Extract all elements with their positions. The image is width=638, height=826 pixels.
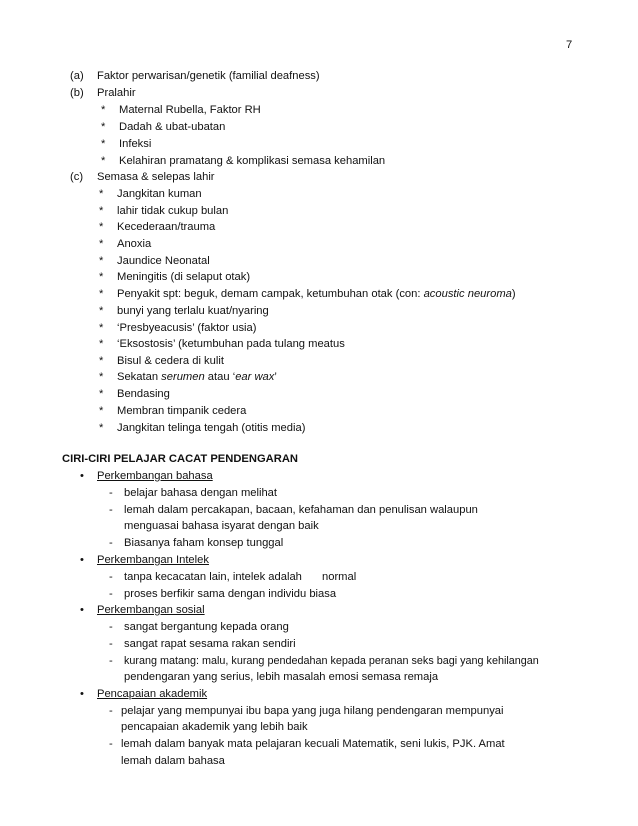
list-item: kurang matang: malu, kurang pendedahan kepada peranan seks bagi yang kehilangan <box>124 655 539 667</box>
list-item: Infeksi <box>119 138 152 150</box>
list-item: lemah dalam percakapan, bacaan, kefahaman dan penulisan walaupun <box>124 504 478 516</box>
star-bullet: * <box>99 288 104 300</box>
cause-a-text: Faktor perwarisan/genetik (familial deafness) <box>97 70 320 82</box>
star-bullet: * <box>101 121 106 133</box>
list-item: sangat bergantung kepada orang <box>124 621 289 633</box>
dash-bullet: - <box>109 571 113 583</box>
dash-bullet: - <box>109 537 113 549</box>
dash-bullet: - <box>109 487 113 499</box>
marker-a: (a) <box>70 70 84 82</box>
subsection-title: Perkembangan bahasa <box>97 470 213 482</box>
dash-bullet: - <box>109 705 113 717</box>
list-item: ‘Presbyeacusis’ (faktor usia) <box>117 322 257 334</box>
list-item: tanpa kecacatan lain, intelek adalah <box>124 571 302 583</box>
star-bullet: * <box>101 155 106 167</box>
list-item: Maternal Rubella, Faktor RH <box>119 104 261 116</box>
item-text-italic: acoustic neuroma <box>423 288 512 300</box>
item-text: ’ <box>274 371 277 383</box>
list-item-continuation: pencapaian akademik yang lebih baik <box>121 721 308 733</box>
list-item: ‘Eksostosis’ (ketumbuhan pada tulang meatus <box>117 338 345 350</box>
list-item: bunyi yang terlalu kuat/nyaring <box>117 305 269 317</box>
dash-bullet: - <box>109 621 113 633</box>
star-bullet: * <box>101 104 106 116</box>
cause-b-text: Pralahir <box>97 87 136 99</box>
dot-bullet: • <box>80 688 84 700</box>
star-bullet: * <box>101 138 106 150</box>
star-bullet: * <box>99 338 104 350</box>
dot-bullet: • <box>80 470 84 482</box>
marker-c: (c) <box>70 171 84 183</box>
star-bullet: * <box>99 238 104 250</box>
item-text: Sekatan <box>117 371 162 383</box>
star-bullet: * <box>99 305 104 317</box>
list-item: proses berfikir sama dengan individu biasa <box>124 588 337 600</box>
star-bullet: * <box>99 255 104 267</box>
star-bullet: * <box>99 205 104 217</box>
star-bullet: * <box>99 371 104 383</box>
star-bullet: * <box>99 355 104 367</box>
list-item: Meningitis (di selaput otak) <box>117 271 251 283</box>
list-item: pelajar yang mempunyai ibu bapa yang juga hilang pendengaran mempunyai <box>121 705 504 717</box>
list-item: Kecederaan/trauma <box>117 221 216 233</box>
list-item: Dadah & ubat-ubatan <box>119 121 226 133</box>
list-item-continuation: lemah dalam bahasa <box>121 755 225 767</box>
item-text-italic: serumen <box>161 371 205 383</box>
list-item: Jaundice Neonatal <box>117 255 210 267</box>
list-item: normal <box>322 571 357 583</box>
star-bullet: * <box>99 322 104 334</box>
list-item: sangat rapat sesama rakan sendiri <box>124 638 296 650</box>
dash-bullet: - <box>109 588 113 600</box>
item-text-italic: ear wax <box>235 371 275 383</box>
list-item: Jangkitan kuman <box>117 188 202 200</box>
dash-bullet: - <box>109 504 113 516</box>
star-bullet: * <box>99 271 104 283</box>
list-item: Anoxia <box>117 238 152 250</box>
item-text: Penyakit spt: beguk, demam campak, ketumbuhan otak (con: <box>117 288 424 300</box>
list-item: lemah dalam banyak mata pelajaran kecuali Matematik, seni lukis, PJK. Amat <box>121 738 505 750</box>
dash-bullet: - <box>109 738 113 750</box>
cause-c-text: Semasa & selepas lahir <box>97 171 215 183</box>
list-item: belajar bahasa dengan melihat <box>124 487 278 499</box>
item-text: ) <box>511 288 516 300</box>
list-item: Bendasing <box>117 388 170 400</box>
star-bullet: * <box>99 221 104 233</box>
list-item: lahir tidak cukup bulan <box>117 205 229 217</box>
dot-bullet: • <box>80 604 84 616</box>
list-item: Kelahiran pramatang & komplikasi semasa kehamilan <box>119 155 386 167</box>
subsection-title: Perkembangan Intelek <box>97 554 209 566</box>
list-item-continuation: menguasai bahasa isyarat dengan baik <box>124 520 319 532</box>
star-bullet: * <box>99 388 104 400</box>
star-bullet: * <box>99 422 104 434</box>
subsection-title: Perkembangan sosial <box>97 604 205 616</box>
dot-bullet: • <box>80 554 84 566</box>
star-bullet: * <box>99 405 104 417</box>
list-item: Biasanya faham konsep tunggal <box>124 537 284 549</box>
list-item-continuation: pendengaran yang serius, lebih masalah emosi semasa remaja <box>124 671 439 683</box>
list-item <box>117 370 277 384</box>
list-item: Jangkitan telinga tengah (otitis media) <box>117 422 306 434</box>
dash-bullet: - <box>109 638 113 650</box>
star-bullet: * <box>99 188 104 200</box>
subsection-title: Pencapaian akademik <box>97 688 208 700</box>
list-item: Bisul & cedera di kulit <box>117 355 224 367</box>
list-item <box>117 287 516 301</box>
page-number: 7 <box>566 39 573 51</box>
list-item: Membran timpanik cedera <box>117 405 247 417</box>
section-title: CIRI-CIRI PELAJAR CACAT PENDENGARAN <box>62 453 298 465</box>
marker-b: (b) <box>70 87 84 99</box>
item-text: atau ‘ <box>204 371 236 383</box>
dash-bullet: - <box>109 655 113 667</box>
